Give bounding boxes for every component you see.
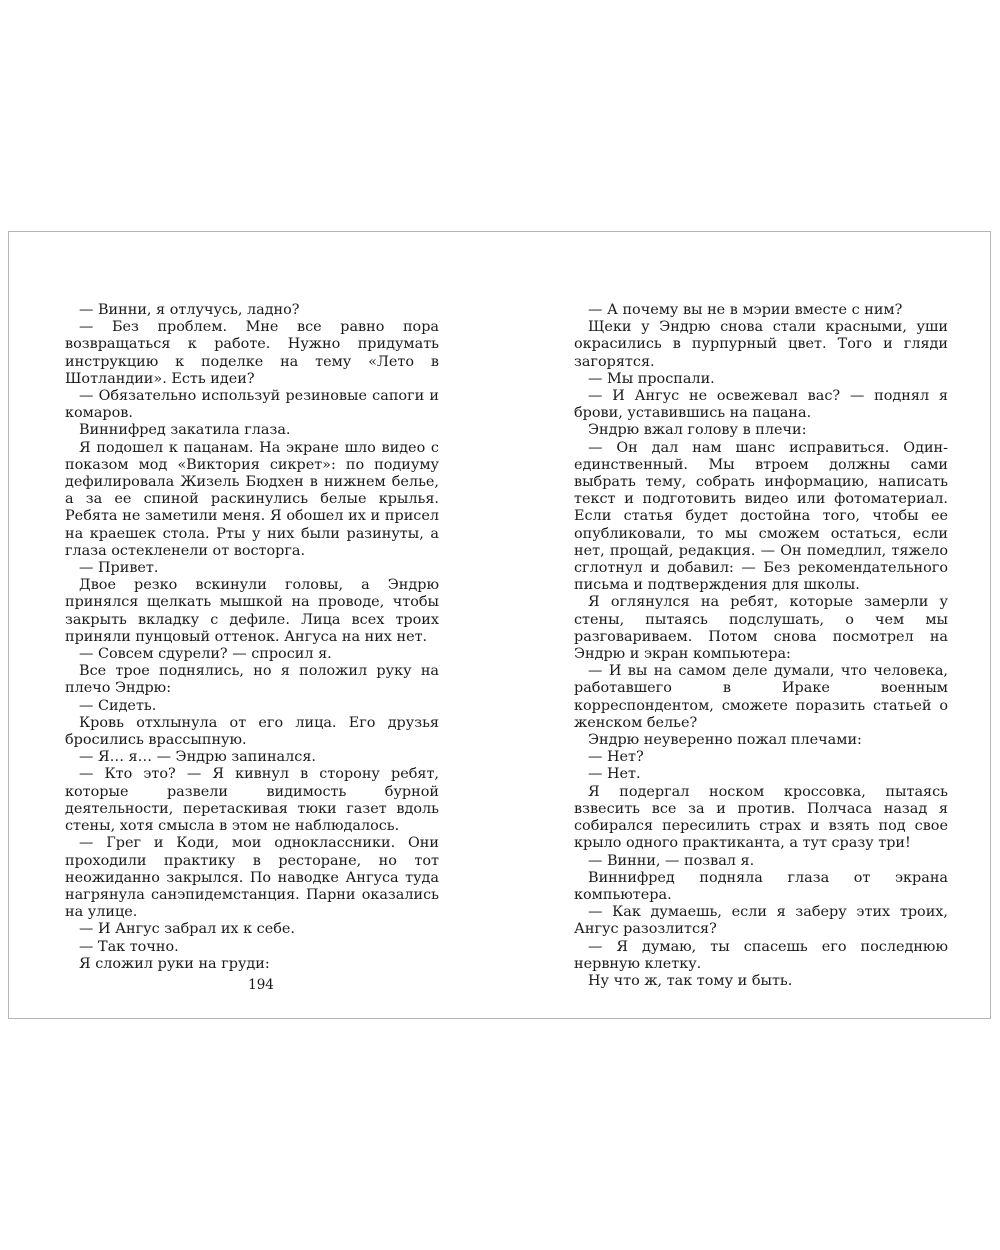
paragraph: — Без проблем. Мне все равно пора возвращаться к работе. Нужно придумать инструкцию к поделке на тему «Лето в Шотландии». Есть идеи? bbox=[65, 319, 439, 387]
paragraph: — Мы проспали. bbox=[588, 370, 715, 387]
paragraph: Виннифред подняла глаза от экрана компьютера. bbox=[574, 869, 948, 903]
paragraph: Ну что ж, так тому и быть. bbox=[588, 972, 793, 989]
paragraph: — Привет. bbox=[79, 560, 159, 577]
paragraph: — Я… я… — Эндрю запинался. bbox=[79, 749, 316, 766]
paragraph: — И Ангус не освежевал вас? — поднял я брови, уставившись на пацана. bbox=[574, 388, 948, 422]
paragraph: Щеки у Эндрю снова стали красными, уши окрасились в пурпурный цвет. Того и гляди загорятся. bbox=[574, 319, 948, 370]
paragraph: — Сидеть. bbox=[79, 697, 157, 714]
book-spread bbox=[8, 231, 991, 1019]
paragraph: Эндрю неуверенно пожал плечами: bbox=[588, 732, 862, 749]
paragraph: Я сложил руки на груди: bbox=[79, 955, 270, 972]
paragraph: — Так точно. bbox=[79, 938, 179, 955]
paragraph: — Как думаешь, если я заберу этих троих, Ангус разозлится? bbox=[574, 904, 948, 938]
paragraph: Я оглянулся на ребят, которые замерли у стены, пытаясь подслушать, о чем мы разговариваем. Потом снова посмотрел на Эндрю и экран компьютера: bbox=[574, 594, 948, 663]
paragraph: Двое резко вскинули головы, а Эндрю принялся щелкать мышкой на проводе, чтобы закрыть вкладку с дефиле. Лица всех троих приняли пунцовый оттенок. Ангуса на них нет. bbox=[65, 577, 439, 645]
paragraph: — А почему вы не в мэрии вместе с ним? bbox=[588, 302, 903, 318]
paragraph: — Он дал нам шанс исправиться. Один-единственный. Мы втроем должны сами выбрать тему, собрать информацию, написать текст и подготовить видео или фотоматериал. Если статья будет достойна того, чтобы ее опубликовали, то мы сможем остаться, если нет, прощай, редакция. — Он помедлил, тяжело сглотнул и добавил: — Без рекомендательного письма и подтверждения для школы. bbox=[574, 439, 948, 594]
page-number: 194 bbox=[248, 977, 274, 993]
paragraph: — Совсем сдурели? — спросил я. bbox=[79, 646, 332, 663]
paragraph: — Я думаю, ты спасешь его последнюю нервную клетку. bbox=[574, 938, 948, 972]
paragraph: — Обязательно используй резиновые сапоги и комаров. bbox=[65, 388, 439, 422]
right-page-text bbox=[574, 302, 948, 990]
paragraph: Все трое поднялись, но я положил руку на плечо Эндрю: bbox=[65, 663, 439, 697]
paragraph: — Нет? bbox=[588, 749, 644, 766]
paragraph: — Винни, я отлучусь, ладно? bbox=[79, 302, 300, 318]
paragraph: Я подергал носком кроссовка, пытаясь взвесить все за и против. Полчаса назад я собирался пересилить страх и взять под свое крыло одного практиканта, а тут сразу три! bbox=[574, 783, 948, 852]
paragraph: — И Ангус забрал их к себе. bbox=[79, 921, 296, 938]
paragraph: — Винни, — позвал я. bbox=[588, 852, 755, 869]
left-page-text bbox=[65, 302, 439, 973]
paragraph: Кровь отхлынула от его лица. Его друзья бросились врассыпную. bbox=[65, 714, 439, 749]
paragraph: Я подошел к пацанам. На экране шло видео с показом мод «Виктория сикрет»: по подиуму дефилировала Жизель Бюдхен в нижнем белье, а за ее спиной раскинулись белые крылья. Ребята не заметили меня. Я обошел их и присел на краешек стола. Рты у них были разинуты, а глаза остекленели от восторга. bbox=[65, 439, 439, 559]
paragraph: — И вы на самом деле думали, что человека, работавшего в Ираке военным корреспондентом, сможете поразить статьей о женском белье? bbox=[574, 663, 948, 731]
paragraph: Виннифред закатила глаза. bbox=[79, 422, 291, 439]
paragraph: — Кто это? — Я кивнул в сторону ребят, которые развели видимость бурной деятельности, перетаскивая тюки газет вдоль стены, хотя смысла в этом не наблюдалось. bbox=[65, 766, 439, 835]
paragraph: — Нет. bbox=[588, 766, 641, 783]
paragraph: Эндрю вжал голову в плечи: bbox=[588, 422, 807, 439]
paragraph: — Грег и Коди, мои одноклассники. Они проходили практику в ресторане, но тот неожиданно закрылся. По наводке Ангуса туда нагрянула санэпидемстанция. Парни оказались на улице. bbox=[65, 835, 439, 921]
